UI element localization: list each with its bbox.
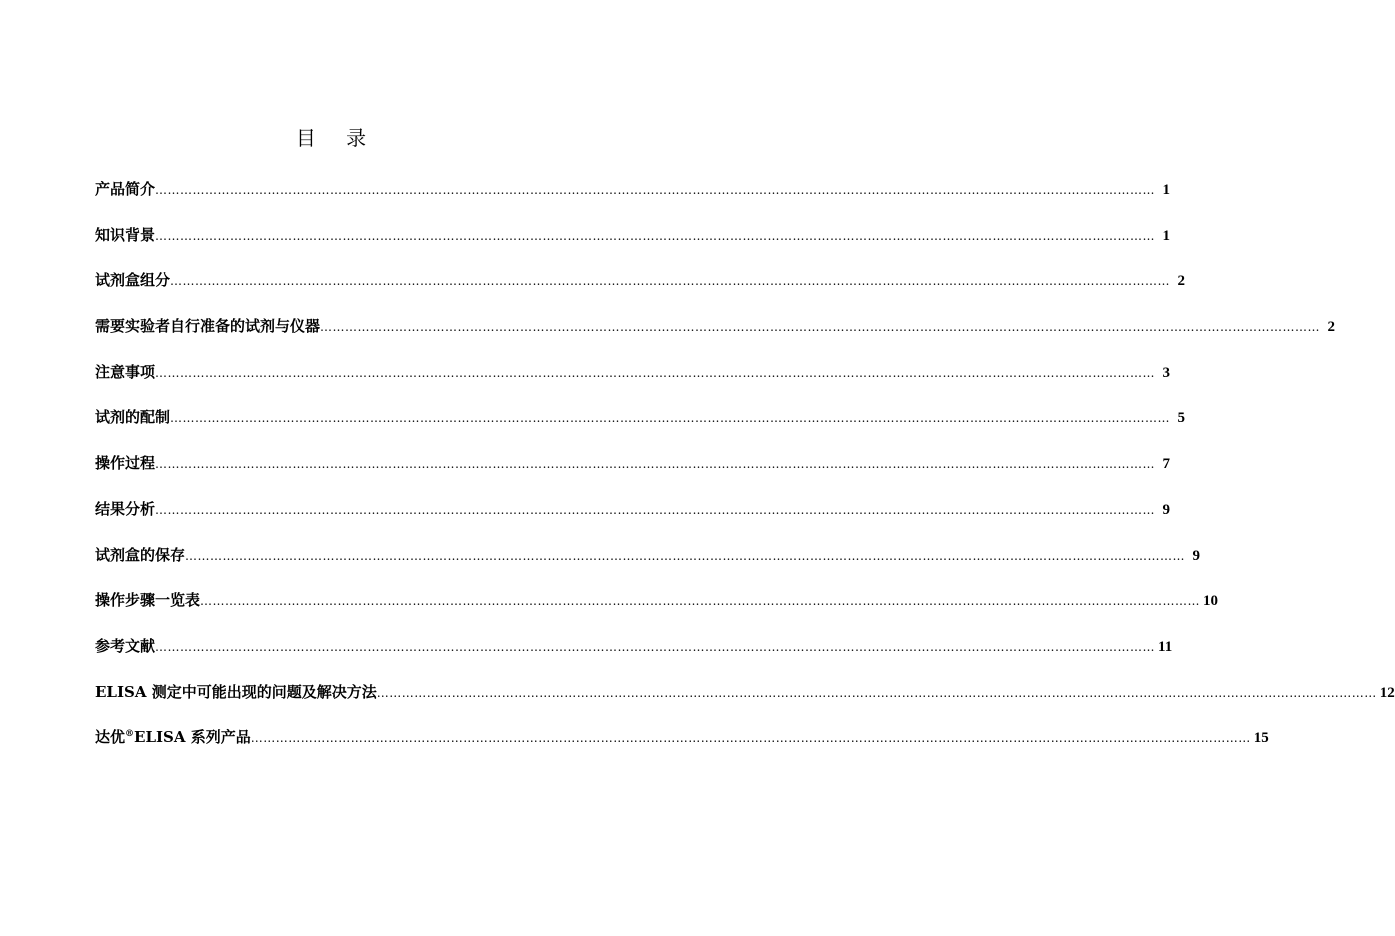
toc-entry-label: 试剂盒组分 (95, 271, 171, 290)
toc-leader-dots: …………………………………………………………………………………………………………………………………………………………………………………………………………………… (155, 228, 1156, 243)
toc-leader-dots: …………………………………………………………………………………………………………………………………………………………………………………………………………………… (155, 502, 1156, 517)
registered-mark: ® (125, 729, 135, 740)
toc-title: 目 录 (295, 126, 379, 150)
toc-entry-page: 9 (1162, 501, 1171, 518)
toc-entry-label-prefix: 达优 (95, 728, 126, 747)
toc-entry[interactable] (95, 681, 1395, 727)
toc-entry-label: 试剂盒的保存 (95, 545, 186, 564)
toc-entry[interactable] (95, 269, 1186, 315)
toc-entry[interactable] (95, 406, 1186, 452)
toc-entry-page: 1 (1162, 182, 1171, 198)
toc-entry-page: 12 (1379, 684, 1395, 701)
toc-leader-dots: …………………………………………………………………………………………………………………………………………………………………………………………………………………… (200, 594, 1201, 609)
toc-entry-page: 3 (1162, 364, 1171, 381)
toc-leader-dots: …………………………………………………………………………………………………………………………………………………………………………………………………………………… (376, 685, 1377, 700)
toc-entry[interactable] (95, 361, 1171, 407)
toc-entry-page: 15 (1253, 730, 1269, 747)
toc-leader-dots: …………………………………………………………………………………………………………………………………………………………………………………………………………………… (155, 365, 1156, 380)
toc-entry-page: 2 (1177, 273, 1186, 290)
toc-entry[interactable] (95, 726, 1269, 772)
toc-entry[interactable] (95, 452, 1171, 498)
toc-entry[interactable] (95, 224, 1171, 270)
toc-entry[interactable] (95, 315, 1336, 361)
toc-entry-label: 注意事项 (95, 362, 156, 381)
toc-leader-dots: …………………………………………………………………………………………………………………………………………………………………………………………………………………… (185, 548, 1186, 563)
toc-entry-label: 结果分析 (95, 499, 156, 518)
toc-entry-page: 7 (1162, 456, 1171, 473)
toc-entry-label: 知识背景 (95, 225, 156, 244)
toc-leader-dots: …………………………………………………………………………………………………………………………………………………………………………………………………………………… (155, 457, 1156, 472)
toc-leader-dots: …………………………………………………………………………………………………………………………………………………………………………………………………………………… (170, 274, 1171, 289)
toc-entry[interactable] (95, 178, 1171, 224)
toc-entry-label: 操作步骤一览表 (95, 591, 201, 610)
toc-entry[interactable] (95, 635, 1173, 681)
toc-entry-label: 试剂的配制 (95, 408, 171, 427)
toc-entry-label: ELISA 测定中可能出现的问题及解决方法 (95, 682, 377, 701)
toc-entry-page: 2 (1327, 319, 1336, 336)
toc-entry-page: 9 (1192, 547, 1201, 564)
toc-entry-label-suffix: ELISA 系列产品 (134, 728, 251, 747)
toc-entry-label: 产品简介 (95, 180, 156, 198)
toc-entry[interactable] (95, 589, 1219, 635)
toc-entry-label (95, 726, 251, 747)
toc-leader-dots: …………………………………………………………………………………………………………………………………………………………………………………………………………………… (320, 320, 1321, 335)
table-of-contents (95, 178, 1395, 772)
toc-entry-label: 操作过程 (95, 454, 156, 473)
toc-leader-dots: …………………………………………………………………………………………………………………………………………………………………………………………………………………… (155, 183, 1156, 197)
toc-entry[interactable] (95, 498, 1171, 544)
toc-leader-dots: …………………………………………………………………………………………………………………………………………………………………………………………………………………… (170, 411, 1171, 426)
toc-entry-page: 10 (1203, 593, 1219, 610)
toc-entry-page: 1 (1162, 227, 1171, 244)
toc-entry-page: 5 (1177, 410, 1186, 427)
toc-entry-label: 需要实验者自行准备的试剂与仪器 (95, 317, 321, 336)
toc-entry-page: 11 (1158, 638, 1173, 655)
toc-leader-dots: …………………………………………………………………………………………………………………………………………………………………………………………………………………… (155, 639, 1156, 654)
toc-leader-dots: …………………………………………………………………………………………………………………………………………………………………………………………………………………… (250, 731, 1251, 746)
toc-entry-label: 参考文献 (95, 636, 156, 655)
toc-entry[interactable] (95, 544, 1201, 590)
